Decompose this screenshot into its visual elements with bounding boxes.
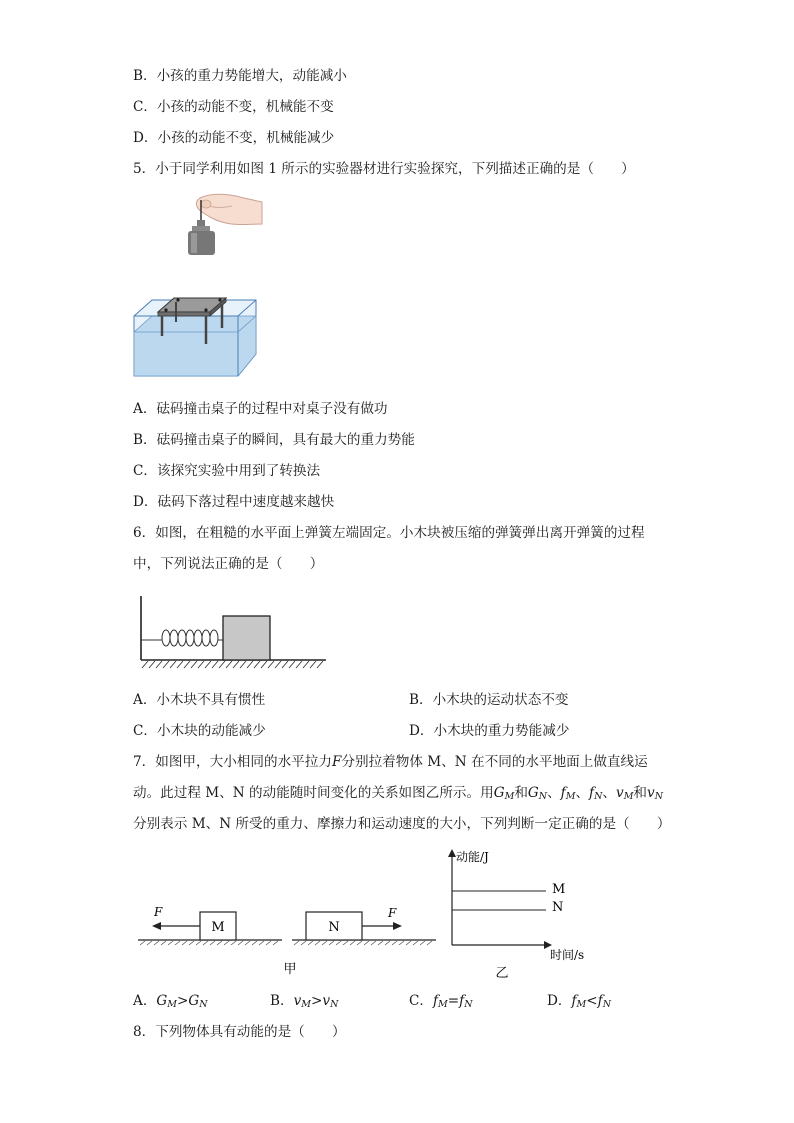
arrow-left-icon (152, 922, 161, 930)
q7-option-a: A．GM>GN (133, 993, 208, 1010)
figure-jia-caption: 甲 (283, 962, 297, 977)
q4-option-d: D．小孩的动能不变，机械能减少 (133, 130, 335, 146)
q7-figure-jia (134, 900, 440, 980)
y-axis-label: 动能/J (456, 850, 489, 864)
q5-figure (130, 186, 265, 382)
arrow-right-icon (393, 922, 402, 930)
figure-yi-caption: 乙 (495, 966, 509, 981)
q7-option-d: D．fM<fN (547, 993, 612, 1010)
q4-option-c: C．小孩的动能不变，机械能不变 (133, 99, 334, 115)
spring-icon (141, 630, 223, 646)
block-n-label: N (328, 920, 340, 935)
q5-option-a: A．砝码撞击桌子的过程中对桌子没有做功 (133, 401, 388, 417)
q4-option-b: B．小孩的重力势能增大，动能减小 (133, 68, 347, 84)
q6-option-a: A．小木块不具有惯性 (133, 692, 266, 708)
q6-figure (132, 592, 328, 672)
q7-figure-yi (440, 845, 600, 981)
q7-stem-line3: 分别表示 M、N 所受的重力、摩擦力和运动速度的大小，下列判断一定正确的是（ ） (133, 816, 671, 832)
block-m-label: M (211, 920, 225, 935)
line-n-label: N (552, 900, 564, 915)
hand-icon (196, 194, 262, 224)
line-m-label: M (552, 882, 566, 897)
q6-stem-line1: 6．如图，在粗糙的水平面上弹簧左端固定。小木块被压缩的弹簧弹出离开弹簧的过程 (133, 525, 645, 541)
q5-option-b: B．砝码撞击桌子的瞬间，具有最大的重力势能 (133, 432, 415, 448)
q5-option-d: D．砝码下落过程中速度越来越快 (133, 494, 335, 510)
x-axis-label: 时间/s (550, 948, 585, 962)
q5-stem: 5．小于同学利用如图 1 所示的实验器材进行实验探究，下列描述正确的是（ ） (133, 161, 635, 177)
q6-stem-line2: 中，下列说法正确的是（ ） (133, 556, 324, 572)
q5-option-c: C．该探究实验中用到了转换法 (133, 463, 321, 479)
wooden-block-icon (223, 616, 270, 660)
force-label-n: F (388, 906, 397, 920)
q8-stem: 8．下列物体具有动能的是（ ） (133, 1024, 346, 1040)
q6-option-c: C．小木块的动能减少 (133, 723, 266, 739)
q7-stem-line2: 动。此过程 M、N 的动能随时间变化的关系如图乙所示。用GM和GN、fM、fN、vM和vN (133, 785, 664, 802)
force-label-m: F (154, 905, 163, 919)
q7-option-c: C．fM=fN (409, 993, 473, 1010)
y-axis-arrow-icon (448, 849, 456, 857)
q6-option-d: D．小木块的重力势能减少 (409, 723, 570, 739)
q6-option-b: B．小木块的运动状态不变 (409, 692, 569, 708)
weight-icon (188, 220, 215, 255)
q7-option-b: B．vM>vN (270, 993, 339, 1010)
q7-stem-line1: 7．如图甲，大小相同的水平拉力F分别拉着物体 M、N 在不同的水平地面上做直线运 (133, 754, 648, 770)
